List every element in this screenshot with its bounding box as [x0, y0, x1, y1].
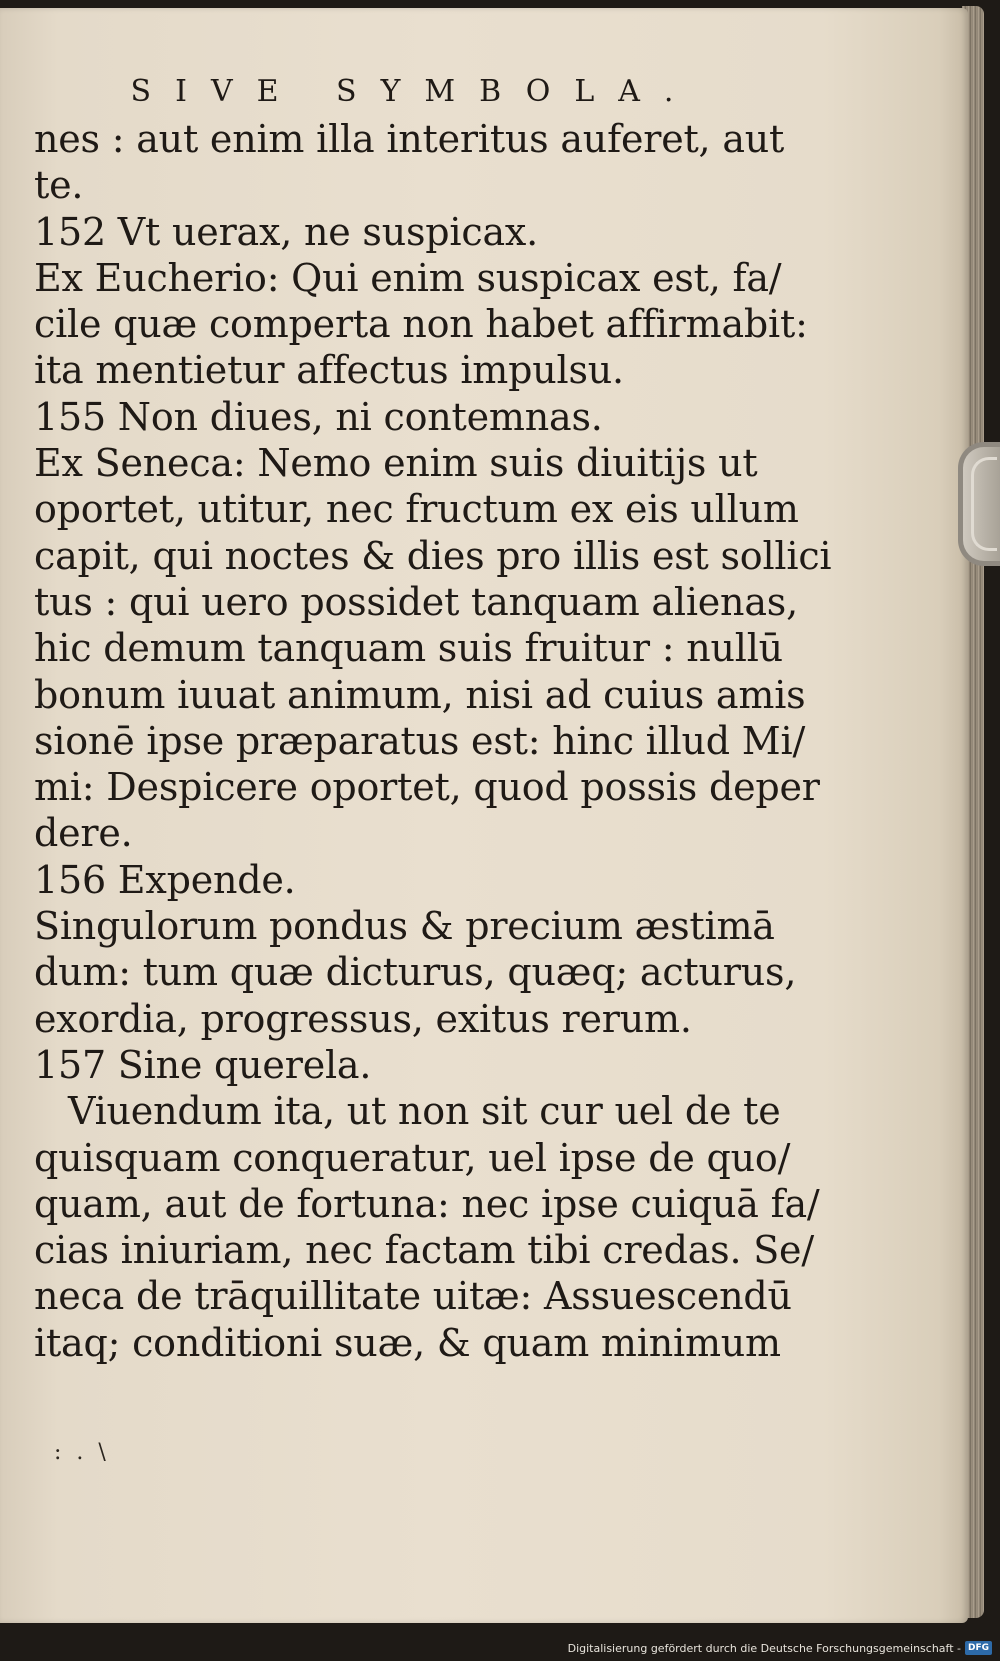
page-text	[34, 74, 832, 1366]
text-line: te.	[34, 163, 84, 208]
text-line: bonum iuuat animum, nisi ad cuius amis	[34, 672, 806, 717]
digitization-footer	[568, 1641, 992, 1655]
entry-heading: 155 Non diues, ni contemnas.	[34, 394, 603, 439]
text-line: exordia, progressus, exitus rerum.	[34, 996, 692, 1041]
page-clip	[958, 442, 1000, 566]
page-clip-inner	[971, 457, 997, 551]
footer-text: Digitalisierung gefördert durch die Deutsche Forschungsgemeinschaft -	[567, 1641, 961, 1655]
text-line: quisquam conqueratur, uel ipse de quo/	[34, 1135, 791, 1180]
text-line: cias iniuriam, nec factam tibi credas. Se/	[34, 1228, 814, 1273]
text-line: oportet, utitur, nec fructum ex eis ullum	[34, 487, 799, 532]
text-line: neca de trāquillitate uitæ: Assuescendū	[34, 1274, 792, 1319]
text-line: Ex Eucherio: Qui enim suspicax est, fa/	[34, 255, 782, 300]
running-head: SIVE SYMBOLA.	[130, 74, 698, 109]
text-line: hic demum tanquam suis fruitur : nullū	[34, 626, 783, 671]
entry-heading: 157 Sine querela.	[34, 1042, 372, 1087]
text-line: dum: tum quæ dicturus, quæq; acturus,	[34, 950, 797, 995]
text-line: Singulorum pondus & precium æstimā	[34, 904, 775, 949]
text-line: itaq; conditioni suæ, & quam minimum	[34, 1320, 781, 1365]
text-line: tus : qui uero possidet tanquam alienas,	[34, 579, 798, 624]
text-line: capit, qui noctes & dies pro illis est sollici	[34, 533, 832, 578]
text-line: nes : aut enim illa interitus auferet, aut	[34, 117, 785, 161]
text-line: Viuendum ita, ut non sit cur uel de te	[68, 1089, 781, 1134]
entry-heading: 152 Vt uerax, ne suspicax.	[34, 209, 539, 254]
text-line: Ex Seneca: Nemo enim suis diuitijs ut	[34, 441, 758, 486]
text-line: mi: Despicere oportet, quod possis deper	[34, 765, 820, 810]
dfg-logo-icon: DFG	[965, 1641, 992, 1655]
entry-heading: 156 Expende.	[34, 857, 296, 902]
text-line: ita mentietur affectus impulsu.	[34, 348, 624, 393]
text-line: dere.	[34, 811, 133, 856]
text-line: sionē ipse præparatus est: hinc illud Mi/	[34, 718, 806, 763]
text-line: cile quæ comperta non habet affirmabit:	[34, 302, 808, 347]
signature-mark: : . \	[54, 1440, 110, 1465]
text-line: quam, aut de fortuna: nec ipse cuiquā fa/	[34, 1181, 820, 1226]
